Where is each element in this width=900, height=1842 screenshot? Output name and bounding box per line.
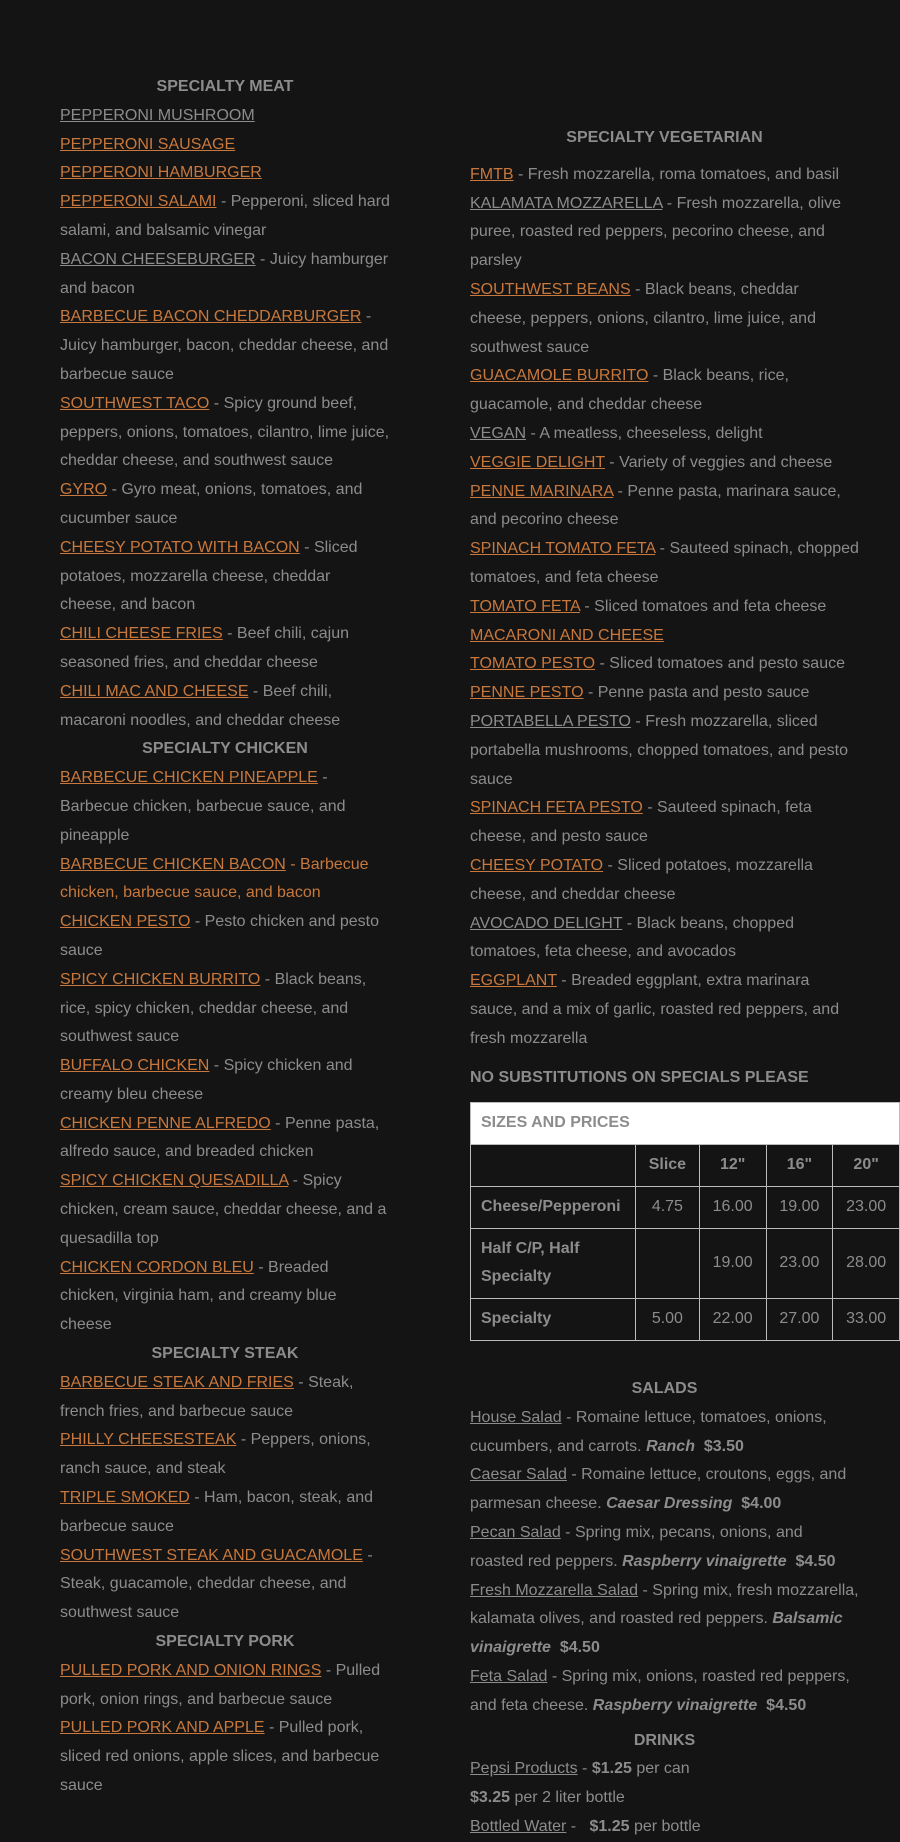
menu-item-description: - Sliced potatoes, mozzarella cheese, and cheddar cheese bbox=[470, 856, 813, 903]
menu-item-link[interactable]: BUFFALO CHICKEN bbox=[60, 1057, 210, 1075]
menu-item bbox=[60, 966, 390, 1052]
menu-item-link[interactable]: PULLED PORK AND ONION RINGS bbox=[60, 1661, 322, 1679]
menu-item bbox=[470, 910, 859, 968]
menu-item-link[interactable]: CHEESY POTATO bbox=[470, 856, 604, 874]
section-heading-pork: SPECIALTY PORK bbox=[155, 1633, 295, 1651]
menu-item-description: - Black beans, chopped tomatoes, feta cheese, and avocados bbox=[470, 914, 794, 961]
menu-item-description: - Juicy hamburger and bacon bbox=[60, 250, 389, 297]
menu-item bbox=[60, 1167, 390, 1253]
menu-item bbox=[470, 161, 859, 190]
menu-item bbox=[470, 593, 859, 622]
menu-item-link[interactable]: PORTABELLA PESTO bbox=[470, 712, 631, 730]
salad-dressing: Balsamic vinaigrette bbox=[470, 1610, 843, 1657]
table-header-cell bbox=[471, 1145, 636, 1187]
menu-item-description: - Pulled pork, sliced red onions, apple slices, and barbecue sauce bbox=[60, 1719, 380, 1795]
salad-item bbox=[470, 1461, 859, 1519]
menu-item-link[interactable]: PULLED PORK AND APPLE bbox=[60, 1719, 265, 1737]
menu-item-description: - Black beans, cheddar cheese, peppers, onions, cilantro, lime juice, and southwest sauce bbox=[470, 280, 816, 356]
menu-item-description: - Ham, bacon, steak, and barbecue sauce bbox=[60, 1489, 374, 1535]
salad-item bbox=[470, 1663, 859, 1721]
menu-item-description: - Spicy ground beef, peppers, onions, tomatoes, cilantro, lime juice, cheddar cheese, and southwest sauce bbox=[60, 394, 390, 470]
menu-item-link[interactable]: EGGPLANT bbox=[470, 972, 557, 990]
menu-item-description: - Pesto chicken and pesto sauce bbox=[60, 913, 379, 959]
price-cell: 19.00 bbox=[699, 1228, 766, 1299]
salad-description: - Spring mix, pecans, onions, and roasted red peppers. bbox=[470, 1524, 803, 1570]
menu-item-link[interactable]: GUACAMOLE BURRITO bbox=[470, 367, 649, 385]
price-cell: 23.00 bbox=[766, 1228, 833, 1299]
steak-list bbox=[60, 1369, 390, 1628]
sizes-prices-table bbox=[470, 1102, 900, 1341]
table-row bbox=[471, 1186, 900, 1228]
menu-item-description: - Peppers, onions, ranch sauce, and steak bbox=[60, 1431, 371, 1478]
salad-price: $3.50 bbox=[694, 1437, 744, 1455]
menu-item-description: - Fresh mozzarella, roma tomatoes, and basil bbox=[513, 165, 840, 183]
salad-dressing: Raspberry vinaigrette bbox=[592, 1696, 758, 1714]
section-heading-meat: SPECIALTY MEAT bbox=[156, 78, 294, 95]
menu-item-description: - Breaded eggplant, extra marinara sauce, and a mix of garlic, roasted red peppers, and fresh mozzarella bbox=[470, 972, 840, 1047]
menu-item-description: - Barbecue chicken, barbecue sauce, and pineapple bbox=[60, 769, 346, 844]
drink-unit: per can bbox=[631, 1760, 690, 1778]
table-header-row bbox=[471, 1145, 900, 1187]
menu-item bbox=[60, 1110, 390, 1168]
no-substitutions-notice: NO SUBSTITUTIONS ON SPECIALS PLEASE bbox=[470, 1068, 809, 1086]
menu-item bbox=[470, 622, 859, 651]
menu-item-link[interactable]: BARBECUE STEAK AND FRIES bbox=[60, 1373, 294, 1391]
drink-price: $1.25 bbox=[589, 1818, 630, 1836]
menu-item bbox=[60, 1542, 390, 1628]
menu-item-description: - Fresh mozzarella, sliced portabella mushrooms, chopped tomatoes, and pesto sauce bbox=[470, 712, 849, 788]
salad-description: - Spring mix, onions, roasted red peppers, and feta cheese. bbox=[470, 1668, 850, 1714]
menu-item-description: - Penne pasta and pesto sauce bbox=[583, 684, 810, 702]
menu-item-link[interactable]: SPINACH TOMATO FETA bbox=[470, 540, 656, 558]
left-column bbox=[60, 73, 390, 1801]
drink-separator: - bbox=[577, 1760, 592, 1778]
drink-link[interactable]: Bottled Water bbox=[470, 1818, 567, 1836]
menu-item-description: - Pulled pork, onion rings, and barbecue sauce bbox=[60, 1661, 381, 1708]
menu-item-description: - Sliced tomatoes and pesto sauce bbox=[595, 655, 845, 673]
salad-price: $4.50 bbox=[757, 1696, 807, 1714]
menu-item bbox=[470, 967, 859, 1053]
menu-item bbox=[470, 650, 859, 679]
menu-item-link[interactable]: BACON CHEESEBURGER bbox=[60, 250, 256, 268]
table-row bbox=[471, 1299, 900, 1341]
menu-item-description: - Pepperoni, sliced hard salami, and balsamic vinegar bbox=[60, 193, 390, 239]
table-header-cell: 16" bbox=[766, 1145, 833, 1187]
menu-item-description: - Barbecue chicken, barbecue sauce, and bacon bbox=[60, 855, 369, 902]
menu-item-link[interactable]: CHILI CHEESE FRIES bbox=[60, 625, 223, 643]
drink-list bbox=[470, 1755, 859, 1841]
menu-item-description: - Sliced tomatoes and feta cheese bbox=[579, 597, 827, 615]
menu-item-link[interactable]: PHILLY CHEESESTEAK bbox=[60, 1431, 237, 1449]
menu-item-description: - Black beans, rice, spicy chicken, cheddar cheese, and southwest sauce bbox=[60, 970, 367, 1046]
price-cell bbox=[636, 1228, 700, 1299]
drink-link[interactable]: Pepsi Products bbox=[470, 1760, 578, 1778]
menu-item-description: - Steak, guacamole, cheddar cheese, and southwest sauce bbox=[60, 1546, 373, 1622]
menu-item bbox=[470, 420, 859, 449]
menu-item bbox=[60, 246, 390, 304]
menu-item bbox=[60, 1484, 390, 1542]
menu-item-link[interactable]: SOUTHWEST BEANS bbox=[470, 280, 631, 298]
salad-link[interactable]: Caesar Salad bbox=[470, 1466, 567, 1484]
menu-item-link[interactable]: SPICY CHICKEN QUESADILLA bbox=[60, 1172, 289, 1190]
menu-item-link[interactable]: SPICY CHICKEN BURRITO bbox=[60, 970, 261, 988]
menu-item-link[interactable]: PENNE MARINARA bbox=[470, 482, 614, 500]
menu-item bbox=[60, 534, 390, 620]
menu-item bbox=[470, 478, 859, 536]
menu-item bbox=[60, 764, 390, 850]
menu-item bbox=[60, 678, 390, 736]
salad-dressing: Caesar Dressing bbox=[606, 1495, 733, 1513]
menu-item-description: - Penne pasta, alfredo sauce, and breaded chicken bbox=[60, 1114, 380, 1161]
menu-item bbox=[470, 852, 859, 910]
menu-item bbox=[470, 362, 859, 420]
price-cell: 5.00 bbox=[636, 1299, 700, 1341]
meat-list bbox=[60, 102, 390, 736]
right-column bbox=[470, 124, 887, 1842]
menu-item-description: - Beef chili, macaroni noodles, and cheddar cheese bbox=[60, 682, 341, 729]
price-cell: 27.00 bbox=[766, 1299, 833, 1341]
menu-item-link[interactable]: PEPPERONI SAUSAGE bbox=[60, 135, 236, 153]
menu-item bbox=[470, 708, 859, 794]
salad-price: $4.50 bbox=[786, 1552, 836, 1570]
menu-item-link[interactable]: PEPPERONI SALAMI bbox=[60, 193, 217, 211]
drink-price: $3.25 bbox=[470, 1789, 511, 1807]
menu-item bbox=[470, 276, 859, 362]
drink-item bbox=[470, 1784, 859, 1813]
menu-item bbox=[470, 679, 859, 708]
chicken-list bbox=[60, 764, 390, 1340]
menu-item bbox=[470, 794, 859, 852]
menu-item-description: - Spicy chicken, cream sauce, cheddar cheese, and a quesadilla top bbox=[60, 1172, 387, 1247]
menu-item-description: - Penne pasta, marinara sauce, and pecorino cheese bbox=[470, 482, 841, 529]
menu-item-description: - Juicy hamburger, bacon, cheddar cheese, and barbecue sauce bbox=[60, 308, 389, 383]
table-header-cell: 12" bbox=[699, 1145, 766, 1187]
salad-item bbox=[470, 1404, 859, 1462]
menu-item-description: - Beef chili, cajun seasoned fries, and cheddar cheese bbox=[60, 625, 349, 671]
menu-item bbox=[60, 476, 390, 534]
salad-dressing: Ranch bbox=[646, 1437, 695, 1455]
menu-item-link[interactable]: KALAMATA MOZZARELLA bbox=[470, 194, 663, 212]
menu-item-link[interactable]: CHEESY POTATO WITH BACON bbox=[60, 538, 300, 556]
price-cell: 19.00 bbox=[766, 1186, 833, 1228]
vegetarian-list bbox=[470, 161, 859, 1054]
salad-list bbox=[470, 1404, 859, 1721]
menu-item bbox=[60, 1426, 390, 1484]
menu-item-link[interactable]: PEPPERONI MUSHROOM bbox=[60, 106, 255, 124]
row-label: Specialty bbox=[471, 1299, 636, 1341]
table-row bbox=[471, 1228, 900, 1299]
menu-item-link[interactable]: TOMATO FETA bbox=[470, 597, 580, 615]
drink-separator: - bbox=[566, 1818, 590, 1836]
row-label: Cheese/Pepperoni bbox=[471, 1186, 636, 1228]
menu-item bbox=[470, 535, 859, 593]
menu-item-link[interactable]: BARBECUE BACON CHEDDARBURGER bbox=[60, 308, 362, 326]
menu-item-description: - Variety of veggies and cheese bbox=[604, 453, 833, 471]
drink-unit: per bottle bbox=[629, 1818, 701, 1836]
menu-item-link[interactable]: MACARONI AND CHEESE bbox=[470, 626, 664, 644]
section-heading-vegetarian: SPECIALTY VEGETARIAN bbox=[566, 129, 763, 146]
section-heading-salads: SALADS bbox=[631, 1380, 698, 1398]
menu-item-description: - Breaded chicken, virginia ham, and creamy blue cheese bbox=[60, 1258, 337, 1334]
salad-item bbox=[470, 1519, 859, 1577]
menu-item-link[interactable]: VEGAN bbox=[470, 424, 527, 442]
price-cell: 16.00 bbox=[699, 1186, 766, 1228]
section-heading-steak: SPECIALTY STEAK bbox=[151, 1345, 299, 1363]
menu-item-description: - Sliced potatoes, mozzarella cheese, cheddar cheese, and bacon bbox=[60, 538, 358, 614]
drink-unit: per 2 liter bottle bbox=[510, 1789, 625, 1807]
menu-item bbox=[60, 1052, 390, 1110]
price-cell: 22.00 bbox=[699, 1299, 766, 1341]
menu-item bbox=[60, 390, 390, 476]
salad-link[interactable]: Fresh Mozzarella Salad bbox=[470, 1581, 639, 1599]
menu-item bbox=[470, 449, 859, 478]
menu-item-link[interactable]: TRIPLE SMOKED bbox=[60, 1489, 190, 1507]
menu-item bbox=[60, 1714, 390, 1800]
drink-item bbox=[470, 1755, 859, 1784]
menu-item-link[interactable]: VEGGIE DELIGHT bbox=[470, 453, 605, 471]
menu-item-description: - Black beans, rice, guacamole, and cheddar cheese bbox=[470, 367, 789, 414]
menu-item-description: - Spicy chicken and creamy bleu cheese bbox=[60, 1057, 353, 1103]
table-header-cell: Slice bbox=[636, 1145, 700, 1187]
menu-item-link[interactable]: CHICKEN CORDON BLEU bbox=[60, 1258, 254, 1276]
menu-item bbox=[60, 102, 390, 131]
menu-item-link[interactable]: TOMATO PESTO bbox=[470, 655, 596, 673]
menu-item bbox=[60, 131, 390, 160]
menu-item bbox=[60, 1369, 390, 1427]
salad-description: - Romaine lettuce, croutons, eggs, and parmesan cheese. bbox=[470, 1466, 847, 1513]
price-cell: 4.75 bbox=[636, 1186, 700, 1228]
drink-item bbox=[470, 1813, 859, 1842]
menu-item bbox=[470, 190, 859, 276]
menu-item-link[interactable]: CHILI MAC AND CHEESE bbox=[60, 682, 249, 700]
menu-item-link[interactable]: SPINACH FETA PESTO bbox=[470, 799, 643, 817]
menu-item-description: - Fresh mozzarella, olive puree, roasted red peppers, pecorino cheese, and parsley bbox=[470, 194, 842, 270]
menu-item bbox=[60, 188, 390, 246]
price-cell: 23.00 bbox=[833, 1186, 900, 1228]
row-label: Half C/P, Half Specialty bbox=[471, 1228, 636, 1299]
salad-item bbox=[470, 1577, 859, 1663]
menu-item-description: - Gyro meat, onions, tomatoes, and cucumber sauce bbox=[60, 481, 363, 527]
menu-item-description: - A meatless, cheeseless, delight bbox=[526, 424, 763, 442]
section-heading-drinks: DRINKS bbox=[633, 1731, 696, 1749]
salad-link[interactable]: House Salad bbox=[470, 1408, 562, 1426]
price-cell: 33.00 bbox=[833, 1299, 900, 1341]
menu-item bbox=[60, 851, 390, 909]
table-header-cell: 20" bbox=[833, 1145, 900, 1187]
menu-item bbox=[60, 1657, 390, 1715]
menu-item-link[interactable]: CHICKEN PESTO bbox=[60, 913, 191, 931]
menu-item-link[interactable]: SOUTHWEST TACO bbox=[60, 394, 210, 412]
salad-dressing: Raspberry vinaigrette bbox=[622, 1552, 787, 1570]
price-cell: 28.00 bbox=[833, 1228, 900, 1299]
section-heading-chicken: SPECIALTY CHICKEN bbox=[142, 740, 308, 758]
pork-list bbox=[60, 1657, 390, 1801]
salad-description: - Romaine lettuce, tomatoes, onions, cucumbers, and carrots. bbox=[470, 1408, 827, 1455]
menu-item bbox=[60, 1254, 390, 1340]
menu-item-link[interactable]: CHICKEN PENNE ALFREDO bbox=[60, 1114, 271, 1132]
menu-item-link[interactable]: GYRO bbox=[60, 481, 108, 499]
menu-item-link[interactable]: SOUTHWEST STEAK AND GUACAMOLE bbox=[60, 1546, 363, 1564]
menu-item-link[interactable]: AVOCADO DELIGHT bbox=[470, 914, 623, 932]
menu-item bbox=[60, 159, 390, 188]
drink-price: $1.25 bbox=[591, 1760, 632, 1778]
menu-item-description: - Steak, french fries, and barbecue sauce bbox=[60, 1373, 354, 1420]
menu-item-description: - Sauteed spinach, feta cheese, and pesto sauce bbox=[470, 799, 812, 846]
salad-link[interactable]: Pecan Salad bbox=[470, 1524, 561, 1542]
menu-item bbox=[60, 908, 390, 966]
salad-price: $4.50 bbox=[550, 1639, 600, 1657]
menu-item-description: - Sauteed spinach, chopped tomatoes, and feta cheese bbox=[470, 540, 859, 586]
menu-item bbox=[60, 620, 390, 678]
salad-description: - Spring mix, fresh mozzarella, kalamata olives, and roasted red peppers. bbox=[470, 1581, 859, 1628]
menu-item-link[interactable]: BARBECUE CHICKEN PINEAPPLE bbox=[60, 769, 318, 787]
menu-item-link[interactable]: FMTB bbox=[470, 165, 514, 183]
menu-item-link[interactable]: PENNE PESTO bbox=[470, 684, 584, 702]
menu-item-link[interactable]: PEPPERONI HAMBURGER bbox=[60, 164, 262, 182]
menu-item bbox=[60, 303, 390, 389]
menu-item-link[interactable]: BARBECUE CHICKEN BACON bbox=[60, 855, 286, 873]
table-caption: SIZES AND PRICES bbox=[471, 1103, 900, 1145]
salad-link[interactable]: Feta Salad bbox=[470, 1668, 548, 1686]
salad-price: $4.00 bbox=[732, 1495, 782, 1513]
